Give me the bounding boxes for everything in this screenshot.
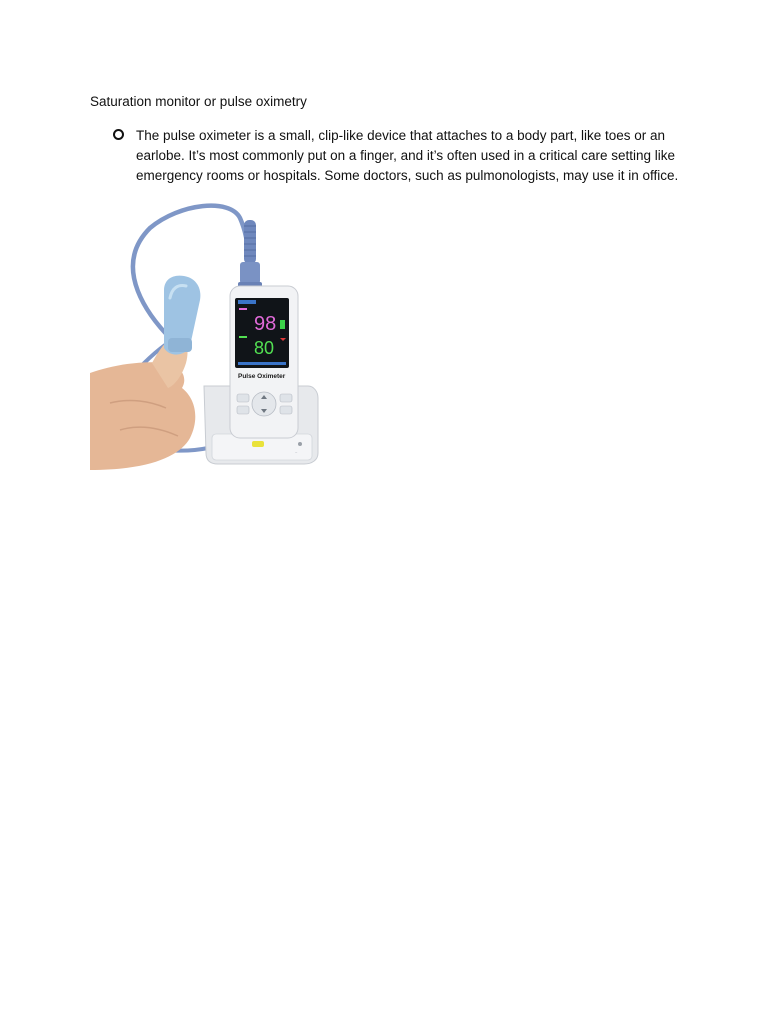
pulse-oximeter-illustration [90, 198, 322, 470]
device-label: Pulse Oximeter [238, 373, 286, 380]
bullet-text-line-1: The pulse oximeter is a small, clip-like device that attaches to a body part, like toes or an [136, 128, 666, 143]
bullet-list [90, 126, 679, 186]
bullet-item [90, 126, 679, 186]
bullet-circle-icon [113, 129, 124, 140]
bullet-text-line-2: earlobe. It’s most commonly put on a finger, and it’s often used in a critical care setting like [136, 148, 676, 163]
pulse-reading: 80 [254, 338, 275, 358]
section-heading: Saturation monitor or pulse oximetry [90, 94, 307, 109]
bullet-text-line-3: emergency rooms or hospitals. Some doctors, such as pulmonologists, may use it in office. [136, 168, 679, 183]
spo2-reading: 98 [254, 313, 277, 335]
svg-text:~: ~ [295, 450, 298, 455]
pulse-oximeter-photo [90, 198, 322, 470]
